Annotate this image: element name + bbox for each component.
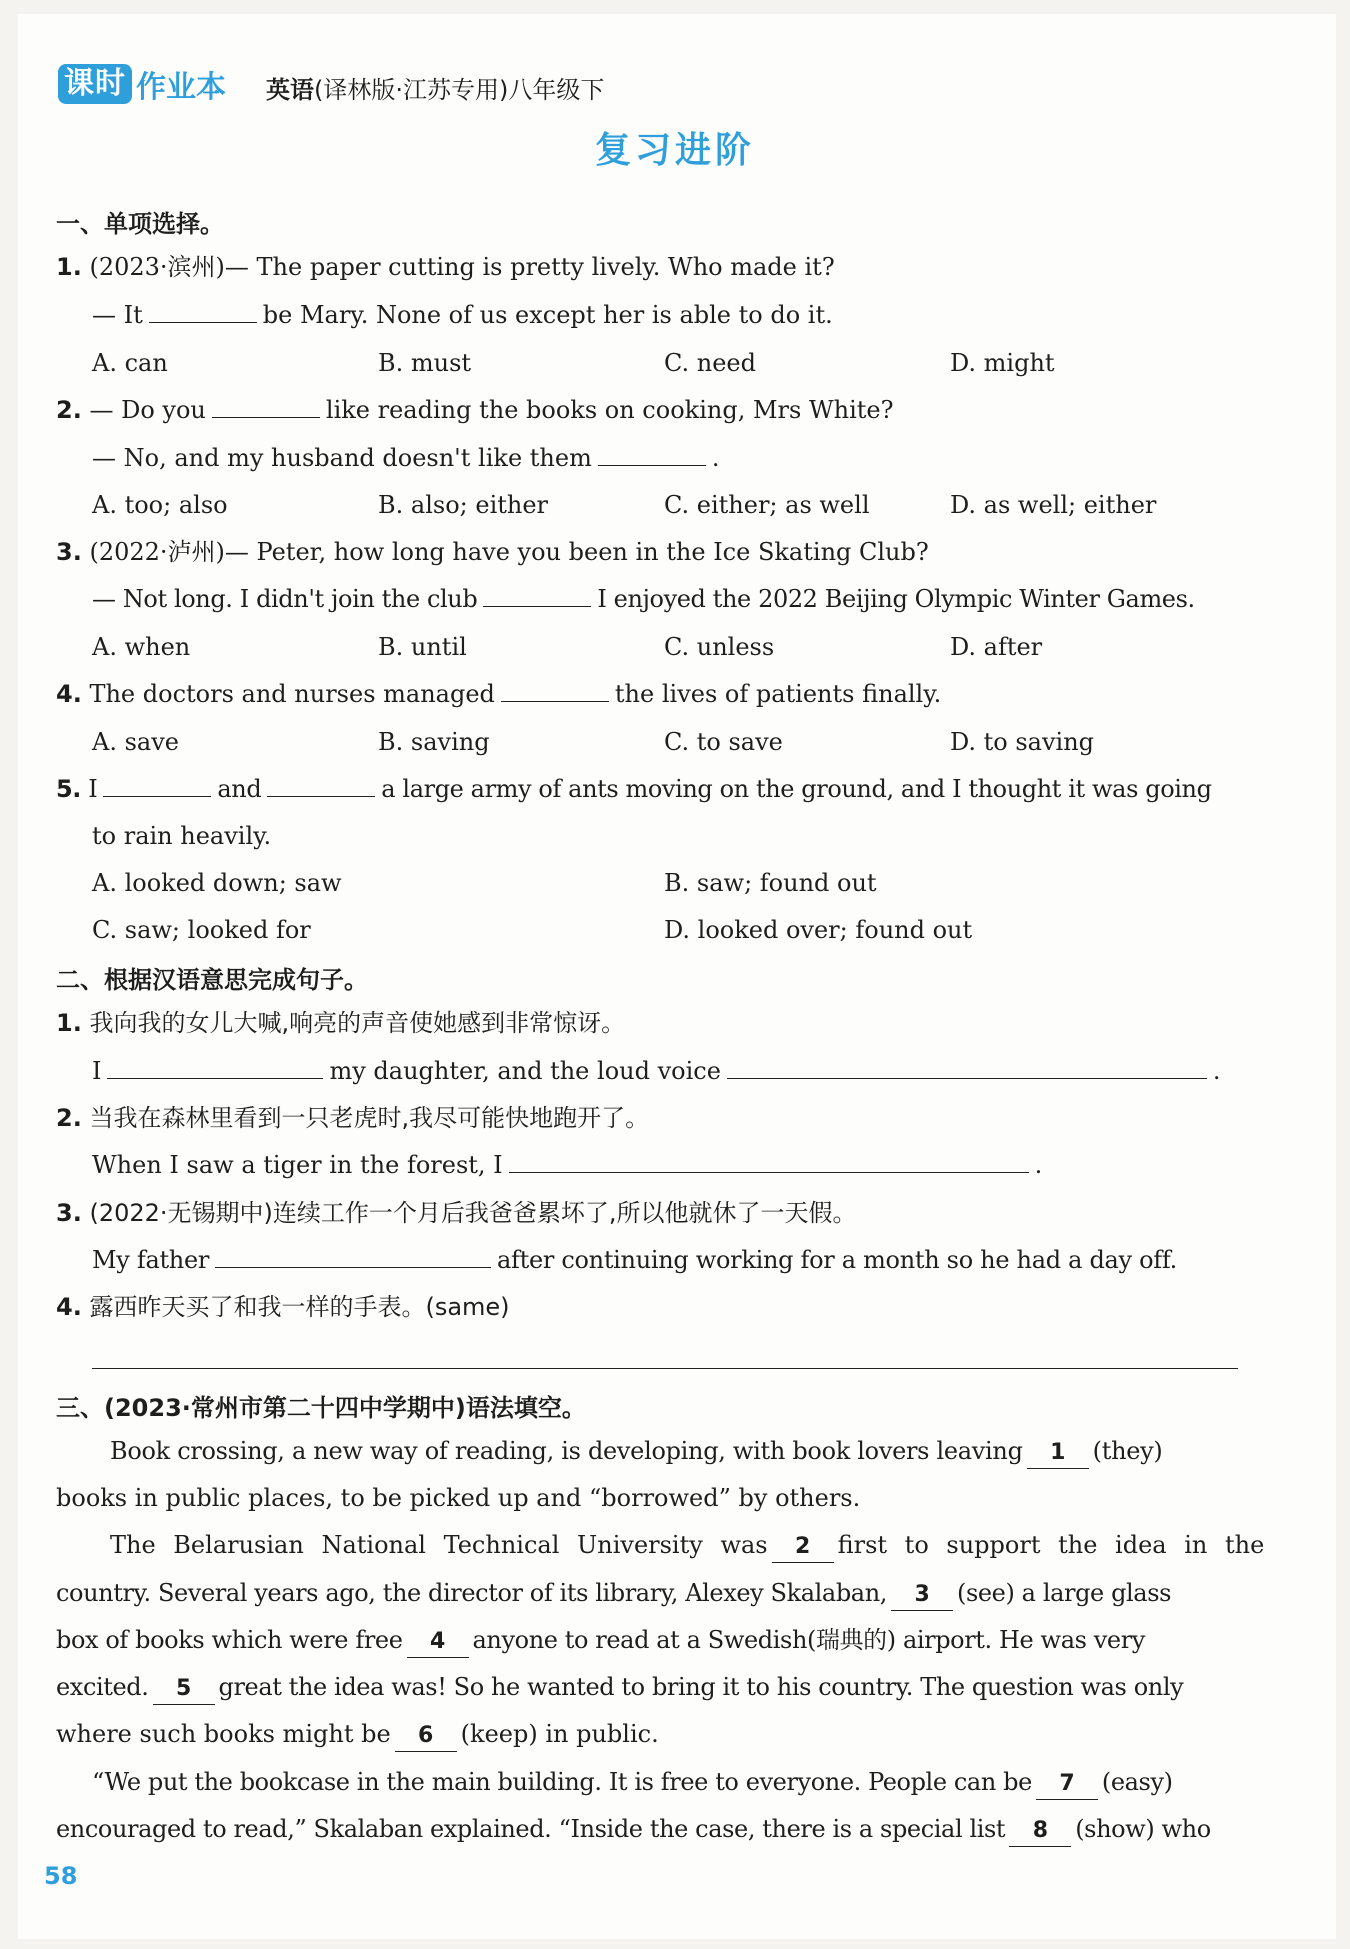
question-text: (2022·泸州)— Peter, how long have you been in the Ice Skating Club?	[89, 538, 929, 566]
blank-5[interactable]: 5	[153, 1674, 215, 1705]
q3-line2	[92, 584, 1195, 614]
s2-q3-cn	[56, 1198, 857, 1228]
answer-blank[interactable]	[103, 774, 211, 797]
text: first to support the idea in the	[837, 1531, 1265, 1559]
q5-option-b[interactable]: B. saw; found out	[664, 869, 877, 897]
text: excited.	[56, 1673, 149, 1701]
text: I	[92, 1057, 102, 1085]
text: (keep) in public.	[460, 1720, 659, 1748]
text: a large army of ants moving on the ground, and I thought it was going	[381, 775, 1212, 803]
text: — It	[92, 301, 143, 329]
q5-line2: to rain heavily.	[92, 822, 272, 850]
answer-blank[interactable]	[483, 584, 591, 607]
q5-option-a[interactable]: A. looked down; saw	[92, 869, 342, 897]
text: I	[88, 775, 98, 803]
chinese-prompt: (2022·无锡期中)连续工作一个月后我爸爸累坏了,所以他就休了一天假。	[89, 1199, 857, 1227]
q1-line2	[92, 300, 833, 330]
p2-line3	[56, 1625, 1145, 1658]
q4-line1	[56, 679, 941, 709]
publisher-logo	[58, 62, 226, 106]
logo-text: 作业本	[136, 70, 226, 105]
text: after continuing working for a month so he had a day off.	[497, 1246, 1177, 1274]
q4-option-c[interactable]: C. to save	[664, 728, 783, 756]
text: (easy)	[1101, 1768, 1173, 1796]
question-number: 3.	[56, 1199, 82, 1227]
answer-blank[interactable]	[107, 1056, 323, 1079]
q4-option-d[interactable]: D. to saving	[950, 728, 1095, 756]
q1-option-c[interactable]: C. need	[664, 349, 756, 377]
text: My father	[92, 1246, 210, 1274]
chinese-prompt: 我向我的女儿大喊,响亮的声音使她感到非常惊讶。	[89, 1009, 626, 1037]
q4-option-b[interactable]: B. saving	[378, 728, 490, 756]
section1-heading: 一、单项选择。	[56, 210, 224, 238]
q3-option-d[interactable]: D. after	[950, 633, 1043, 661]
text: .	[1034, 1151, 1043, 1179]
text: — No, and my husband doesn't like them	[92, 444, 592, 472]
q5-option-c[interactable]: C. saw; looked for	[92, 916, 311, 944]
blank-4[interactable]: 4	[407, 1627, 469, 1658]
text: When I saw a tiger in the forest, I	[92, 1151, 503, 1179]
section2-heading: 二、根据汉语意思完成句子。	[56, 966, 368, 994]
q2-line2	[92, 443, 719, 473]
q1-option-a[interactable]: A. can	[92, 349, 168, 377]
q3-option-a[interactable]: A. when	[92, 633, 191, 661]
p1-line2: books in public places, to be picked up and “borrowed” by others.	[56, 1484, 861, 1512]
q1-option-d[interactable]: D. might	[950, 349, 1055, 377]
page-number: 58	[44, 1862, 78, 1890]
text: where such books might be	[56, 1720, 391, 1748]
chinese-prompt: 当我在森林里看到一只老虎时,我尽可能快地跑开了。	[89, 1104, 650, 1132]
chinese-prompt: 露西昨天买了和我一样的手表。(same)	[89, 1293, 510, 1321]
q3-option-b[interactable]: B. until	[378, 633, 467, 661]
text: — Not long. I didn't join the club	[92, 585, 478, 613]
p2-line5	[56, 1719, 659, 1752]
text: my daughter, and the loud voice	[329, 1057, 721, 1085]
page-title: 复习进阶	[594, 130, 755, 171]
q4-option-a[interactable]: A. save	[92, 728, 179, 756]
q2-option-d[interactable]: D. as well; either	[950, 491, 1157, 519]
q3-option-c[interactable]: C. unless	[664, 633, 775, 661]
p3-line2	[56, 1814, 1211, 1847]
answer-blank[interactable]	[598, 443, 706, 466]
subject-label	[266, 70, 604, 105]
p2-line1	[110, 1530, 1264, 1563]
blank-6[interactable]: 6	[395, 1721, 457, 1752]
q1-option-b[interactable]: B. must	[378, 349, 472, 377]
text: (they)	[1092, 1437, 1163, 1465]
subject-name: 英语	[266, 76, 314, 104]
q2-option-b[interactable]: B. also; either	[378, 491, 549, 519]
text: great the idea was! So he wanted to bring it to his country. The question was only	[218, 1673, 1184, 1701]
blank-3[interactable]: 3	[891, 1580, 953, 1611]
question-number: 3.	[56, 538, 82, 566]
question-number: 2.	[56, 1104, 82, 1132]
q2-option-a[interactable]: A. too; also	[92, 491, 228, 519]
section3-heading: 三、(2023·常州市第二十四中学期中)语法填空。	[56, 1394, 586, 1422]
text: encouraged to read,” Skalaban explained. “Inside the case, there is a special list	[56, 1815, 1006, 1843]
text: country. Several years ago, the director of its library, Alexey Skalaban,	[56, 1579, 887, 1607]
s2-q2-en	[92, 1150, 1042, 1180]
blank-7[interactable]: 7	[1036, 1769, 1098, 1800]
answer-blank[interactable]	[509, 1150, 1029, 1173]
text: like reading the books on cooking, Mrs White?	[325, 396, 894, 424]
answer-blank[interactable]	[501, 679, 609, 702]
answer-blank[interactable]	[215, 1245, 491, 1268]
s2-q2-cn	[56, 1103, 649, 1133]
text: (show) who	[1075, 1815, 1211, 1843]
q3-line1	[56, 537, 929, 567]
q2-option-c[interactable]: C. either; as well	[664, 491, 870, 519]
text: “We put the bookcase in the main building. It is free to everyone. People can be	[92, 1768, 1032, 1796]
subject-edition: (译林版·江苏专用)八年级下	[314, 76, 605, 104]
q5-option-d[interactable]: D. looked over; found out	[664, 916, 973, 944]
text: box of books which were free	[56, 1626, 403, 1654]
text: — Do you	[89, 396, 206, 424]
question-number: 4.	[56, 1293, 82, 1321]
p1-line1	[110, 1436, 1162, 1469]
s2-q3-en	[92, 1245, 1177, 1275]
text: .	[711, 444, 720, 472]
p2-line2	[56, 1578, 1171, 1611]
s2-q4-answer-line[interactable]	[92, 1368, 1238, 1369]
question-number: 1.	[56, 1009, 82, 1037]
answer-blank[interactable]	[212, 395, 320, 418]
question-number: 1.	[56, 253, 82, 281]
text: Book crossing, a new way of reading, is developing, with book lovers leaving	[110, 1437, 1023, 1465]
question-text: (2023·滨州)— The paper cutting is pretty lively. Who made it?	[89, 253, 835, 281]
s2-q1-cn	[56, 1008, 625, 1038]
text: .	[1212, 1057, 1221, 1085]
blank-1[interactable]: 1	[1027, 1438, 1089, 1469]
q5-line1	[56, 774, 1212, 804]
text: The doctors and nurses managed	[89, 680, 495, 708]
blank-2[interactable]: 2	[772, 1532, 834, 1563]
answer-blank[interactable]	[727, 1056, 1207, 1079]
question-number: 4.	[56, 680, 82, 708]
question-number: 5.	[56, 775, 82, 803]
logo-badge: 课时	[58, 64, 132, 104]
text: (see) a large glass	[957, 1579, 1172, 1607]
text: anyone to read at a Swedish(瑞典的) airport. He was very	[472, 1626, 1145, 1654]
q1-line1	[56, 252, 835, 282]
text: the lives of patients finally.	[614, 680, 942, 708]
p3-line1	[92, 1767, 1173, 1800]
s2-q1-en	[92, 1056, 1221, 1086]
text: and	[217, 775, 262, 803]
answer-blank[interactable]	[149, 300, 257, 323]
p2-line4	[56, 1672, 1183, 1705]
text: The Belarusian National Technical University was	[110, 1531, 768, 1559]
text: I enjoyed the 2022 Beijing Olympic Winter Games.	[597, 585, 1195, 613]
answer-blank[interactable]	[267, 774, 375, 797]
text: be Mary. None of us except her is able to do it.	[262, 301, 833, 329]
blank-8[interactable]: 8	[1009, 1816, 1071, 1847]
q2-line1	[56, 395, 893, 425]
question-number: 2.	[56, 396, 82, 424]
s2-q4-cn	[56, 1292, 510, 1322]
